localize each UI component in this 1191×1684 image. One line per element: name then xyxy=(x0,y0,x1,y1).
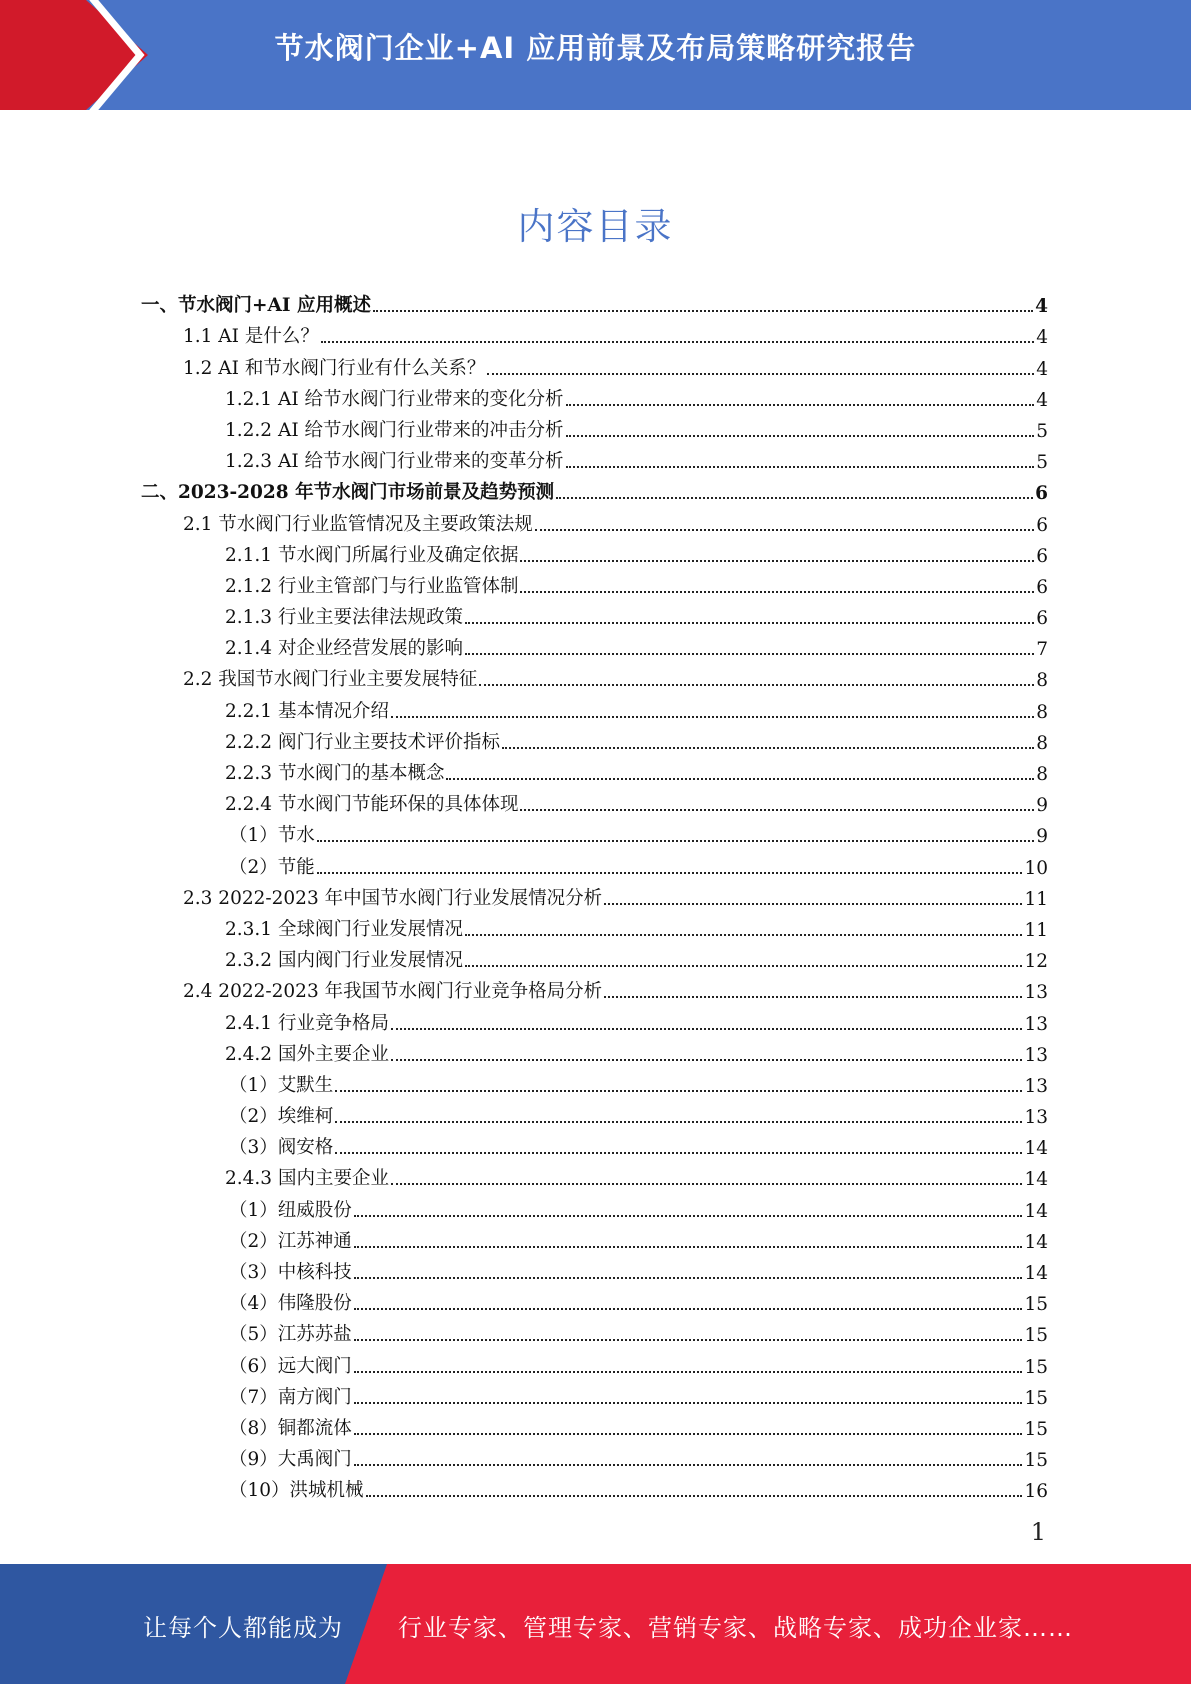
toc-dot-leader xyxy=(556,497,1033,499)
toc-entry[interactable] xyxy=(141,1471,1048,1502)
toc-entry-page: 8 xyxy=(1036,732,1048,754)
toc-entry-page: 7 xyxy=(1036,639,1048,661)
toc-entry-page: 13 xyxy=(1024,1107,1048,1129)
table-of-contents xyxy=(141,286,1048,1502)
toc-entry-page: 15 xyxy=(1024,1387,1048,1409)
toc-dot-leader xyxy=(604,996,1022,998)
toc-entry-page: 15 xyxy=(1024,1325,1048,1347)
toc-entry-label: （4）伟隆股份 xyxy=(229,1293,352,1315)
toc-entry-label: 2.3.1 全球阀门行业发展情况 xyxy=(225,918,463,940)
toc-entry-label: （2）埃维柯 xyxy=(229,1106,334,1128)
toc-entry[interactable] xyxy=(141,785,1048,816)
toc-entry[interactable] xyxy=(141,1315,1048,1346)
toc-entry-label: 2.1.2 行业主管部门与行业监管体制 xyxy=(225,575,519,597)
toc-entry-label: 1.1 AI 是什么？ xyxy=(183,326,319,348)
footer-slogan-right: 行业专家、管理专家、营销专家、战略专家、成功企业家…… xyxy=(398,1614,1073,1642)
toc-dot-leader xyxy=(354,1277,1023,1279)
toc-entry-page: 12 xyxy=(1024,951,1048,973)
toc-entry-page: 6 xyxy=(1035,483,1048,505)
toc-entry-page: 6 xyxy=(1036,514,1048,536)
toc-entry-page: 15 xyxy=(1024,1294,1048,1316)
toc-entry[interactable] xyxy=(141,380,1048,411)
toc-entry-page: 15 xyxy=(1024,1450,1048,1472)
toc-entry-label: 2.1.4 对企业经营发展的影响 xyxy=(225,638,463,660)
toc-entry[interactable] xyxy=(141,660,1048,691)
toc-entry-label: 2.4.1 行业竞争格局 xyxy=(225,1012,389,1034)
toc-dot-leader xyxy=(354,1215,1023,1217)
toc-entry-page: 9 xyxy=(1036,826,1048,848)
toc-entry-label: （9）大禹阀门 xyxy=(229,1449,352,1471)
toc-entry-page: 13 xyxy=(1024,1013,1048,1035)
toc-entry-label: 2.2 我国节水阀门行业主要发展特征 xyxy=(183,669,478,691)
toc-entry-label: （2）江苏神通 xyxy=(229,1230,352,1252)
toc-dot-leader xyxy=(520,591,1034,593)
toc-entry-page: 14 xyxy=(1024,1169,1048,1191)
toc-dot-leader xyxy=(366,1495,1023,1497)
toc-entry-page: 9 xyxy=(1036,795,1048,817)
toc-entry-label: （3）中核科技 xyxy=(229,1262,352,1283)
toc-entry-page: 6 xyxy=(1036,608,1048,630)
toc-entry[interactable] xyxy=(141,1066,1048,1097)
toc-entry-label: 2.2.4 节水阀门节能环保的具体体现 xyxy=(225,794,519,816)
toc-entry[interactable] xyxy=(141,442,1048,473)
toc-entry-label: 2.4.3 国内主要企业 xyxy=(225,1168,389,1190)
toc-entry-page: 8 xyxy=(1036,670,1048,692)
toc-dot-leader xyxy=(335,1152,1022,1154)
toc-dot-leader xyxy=(317,840,1034,842)
toc-entry-page: 8 xyxy=(1036,701,1048,723)
toc-heading: 内容目录 xyxy=(517,205,674,248)
toc-entry-page: 5 xyxy=(1036,452,1048,474)
toc-entry[interactable] xyxy=(141,847,1048,878)
toc-dot-leader xyxy=(465,622,1034,624)
toc-entry-page: 4 xyxy=(1036,358,1048,380)
toc-dot-leader xyxy=(354,1402,1023,1404)
toc-entry[interactable] xyxy=(141,1159,1048,1190)
toc-entry-page: 15 xyxy=(1024,1356,1048,1378)
toc-entry[interactable] xyxy=(141,286,1048,317)
toc-entry-page: 14 xyxy=(1024,1263,1048,1284)
toc-entry-label: 2.3.2 国内阀门行业发展情况 xyxy=(225,950,463,972)
toc-entry-label: 2.4.2 国外主要企业 xyxy=(225,1043,389,1065)
toc-dot-leader xyxy=(487,373,1034,375)
report-title: 节水阀门企业+AI 应用前景及布局策略研究报告 xyxy=(274,31,917,65)
page-header xyxy=(0,0,1191,110)
toc-entry-page: 14 xyxy=(1024,1231,1048,1253)
toc-dot-leader xyxy=(465,934,1022,936)
toc-entry[interactable] xyxy=(141,473,1048,504)
toc-entry-page: 13 xyxy=(1024,1075,1048,1097)
toc-entry[interactable] xyxy=(141,536,1048,567)
toc-entry-label: （2）节能 xyxy=(229,856,315,878)
toc-entry[interactable] xyxy=(141,972,1048,1003)
toc-dot-leader xyxy=(446,778,1034,780)
toc-entry-label: （1）艾默生 xyxy=(229,1074,334,1096)
toc-dot-leader xyxy=(566,466,1035,468)
toc-dot-leader xyxy=(335,1090,1022,1092)
toc-entry[interactable] xyxy=(141,1440,1048,1471)
toc-entry-label: （8）铜都流体 xyxy=(229,1417,352,1439)
toc-entry-label: （5）江苏苏盐 xyxy=(229,1324,352,1346)
toc-dot-leader xyxy=(373,310,1033,312)
toc-entry[interactable] xyxy=(141,941,1048,972)
toc-entry[interactable] xyxy=(141,1128,1048,1159)
toc-entry[interactable] xyxy=(141,816,1048,847)
toc-entry-label: （1）纽威股份 xyxy=(229,1199,352,1221)
toc-entry[interactable] xyxy=(141,629,1048,660)
toc-entry-page: 15 xyxy=(1024,1418,1048,1440)
page-number: 1 xyxy=(1030,1518,1046,1546)
toc-dot-leader xyxy=(354,1371,1023,1373)
toc-dot-leader xyxy=(321,341,1034,343)
toc-entry-page: 14 xyxy=(1024,1200,1048,1222)
toc-entry-page: 14 xyxy=(1024,1138,1048,1160)
toc-entry-label: 一、节水阀门+AI 应用概述 xyxy=(141,295,371,317)
toc-entry[interactable] xyxy=(141,317,1048,348)
toc-entry[interactable] xyxy=(141,1284,1048,1315)
toc-dot-leader xyxy=(502,747,1034,749)
toc-entry[interactable] xyxy=(141,1003,1048,1034)
toc-entry-label: 2.1.3 行业主要法律法规政策 xyxy=(225,607,463,629)
toc-entry-label: （10）洪城机械 xyxy=(229,1480,364,1502)
toc-entry-label: 2.4 2022-2023 年我国节水阀门行业竞争格局分析 xyxy=(183,981,603,1003)
toc-entry-label: 2.1 节水阀门行业监管情况及主要政策法规 xyxy=(183,513,533,535)
toc-entry[interactable] xyxy=(141,1222,1048,1253)
toc-entry[interactable] xyxy=(141,754,1048,785)
toc-dot-leader xyxy=(354,1308,1023,1310)
toc-dot-leader xyxy=(354,1246,1023,1248)
toc-entry-label: （3）阀安格 xyxy=(229,1137,334,1159)
toc-entry-page: 8 xyxy=(1036,764,1048,785)
toc-entry-page: 6 xyxy=(1036,545,1048,567)
toc-entry-label: （7）南方阀门 xyxy=(229,1386,352,1408)
toc-entry[interactable] xyxy=(141,1190,1048,1221)
toc-dot-leader xyxy=(391,1028,1022,1030)
toc-entry-label: 1.2 AI 和节水阀门行业有什么关系？ xyxy=(183,357,486,379)
toc-entry-label: 2.2.3 节水阀门的基本概念 xyxy=(225,763,445,784)
toc-entry[interactable] xyxy=(141,1378,1048,1409)
toc-entry[interactable] xyxy=(141,1409,1048,1440)
toc-dot-leader xyxy=(566,435,1035,437)
page-footer xyxy=(0,1564,1191,1684)
toc-dot-leader xyxy=(354,1433,1023,1435)
toc-dot-leader xyxy=(566,404,1035,406)
toc-entry-label: （1）节水 xyxy=(229,825,315,847)
footer-slogan-left: 让每个人都能成为 xyxy=(143,1614,343,1642)
toc-entry-page: 16 xyxy=(1024,1481,1048,1503)
toc-entry-label: 1.2.3 AI 给节水阀门行业带来的变革分析 xyxy=(225,451,564,473)
toc-entry-label: 2.1.1 节水阀门所属行业及确定依据 xyxy=(225,544,519,566)
toc-dot-leader xyxy=(465,653,1034,655)
toc-dot-leader xyxy=(335,1121,1022,1123)
toc-entry-label: 1.2.2 AI 给节水阀门行业带来的冲击分析 xyxy=(225,419,564,441)
toc-dot-leader xyxy=(520,809,1034,811)
toc-dot-leader xyxy=(354,1339,1023,1341)
toc-entry-label: 2.3 2022-2023 年中国节水阀门行业发展情况分析 xyxy=(183,887,603,909)
toc-entry-label: 二、2023-2028 年节水阀门市场前景及趋势预测 xyxy=(141,482,555,504)
toc-entry-label: 2.2.2 阀门行业主要技术评价指标 xyxy=(225,731,500,753)
toc-entry-label: 1.2.1 AI 给节水阀门行业带来的变化分析 xyxy=(225,388,564,410)
toc-entry-page: 6 xyxy=(1036,576,1048,598)
toc-entry-page: 11 xyxy=(1024,919,1048,941)
toc-dot-leader xyxy=(391,1183,1022,1185)
toc-entry[interactable] xyxy=(141,1035,1048,1066)
toc-dot-leader xyxy=(479,684,1034,686)
toc-entry-page: 4 xyxy=(1036,327,1048,349)
toc-entry-page: 4 xyxy=(1035,296,1048,318)
toc-entry[interactable] xyxy=(141,1346,1048,1377)
toc-entry-page: 10 xyxy=(1024,857,1048,879)
toc-entry[interactable] xyxy=(141,348,1048,379)
toc-entry[interactable] xyxy=(141,567,1048,598)
toc-entry-page: 11 xyxy=(1024,888,1048,910)
toc-entry[interactable] xyxy=(141,411,1048,442)
toc-entry[interactable] xyxy=(141,504,1048,535)
toc-dot-leader xyxy=(391,1059,1022,1061)
toc-entry-page: 5 xyxy=(1036,420,1048,442)
toc-dot-leader xyxy=(354,1464,1023,1466)
toc-entry[interactable] xyxy=(141,1253,1048,1284)
toc-entry-label: （6）远大阀门 xyxy=(229,1355,352,1377)
toc-dot-leader xyxy=(391,716,1034,718)
toc-dot-leader xyxy=(520,560,1034,562)
toc-entry-page: 13 xyxy=(1024,982,1048,1004)
toc-entry[interactable] xyxy=(141,691,1048,722)
toc-dot-leader xyxy=(535,529,1034,531)
toc-dot-leader xyxy=(604,903,1022,905)
toc-entry[interactable] xyxy=(141,598,1048,629)
toc-entry[interactable] xyxy=(141,910,1048,941)
toc-entry-label: 2.2.1 基本情况介绍 xyxy=(225,700,389,722)
toc-dot-leader xyxy=(465,965,1022,967)
toc-entry[interactable] xyxy=(141,1097,1048,1128)
toc-entry[interactable] xyxy=(141,879,1048,910)
toc-entry-page: 4 xyxy=(1036,389,1048,411)
toc-entry[interactable] xyxy=(141,723,1048,754)
toc-entry-page: 13 xyxy=(1024,1044,1048,1066)
toc-dot-leader xyxy=(317,872,1023,874)
